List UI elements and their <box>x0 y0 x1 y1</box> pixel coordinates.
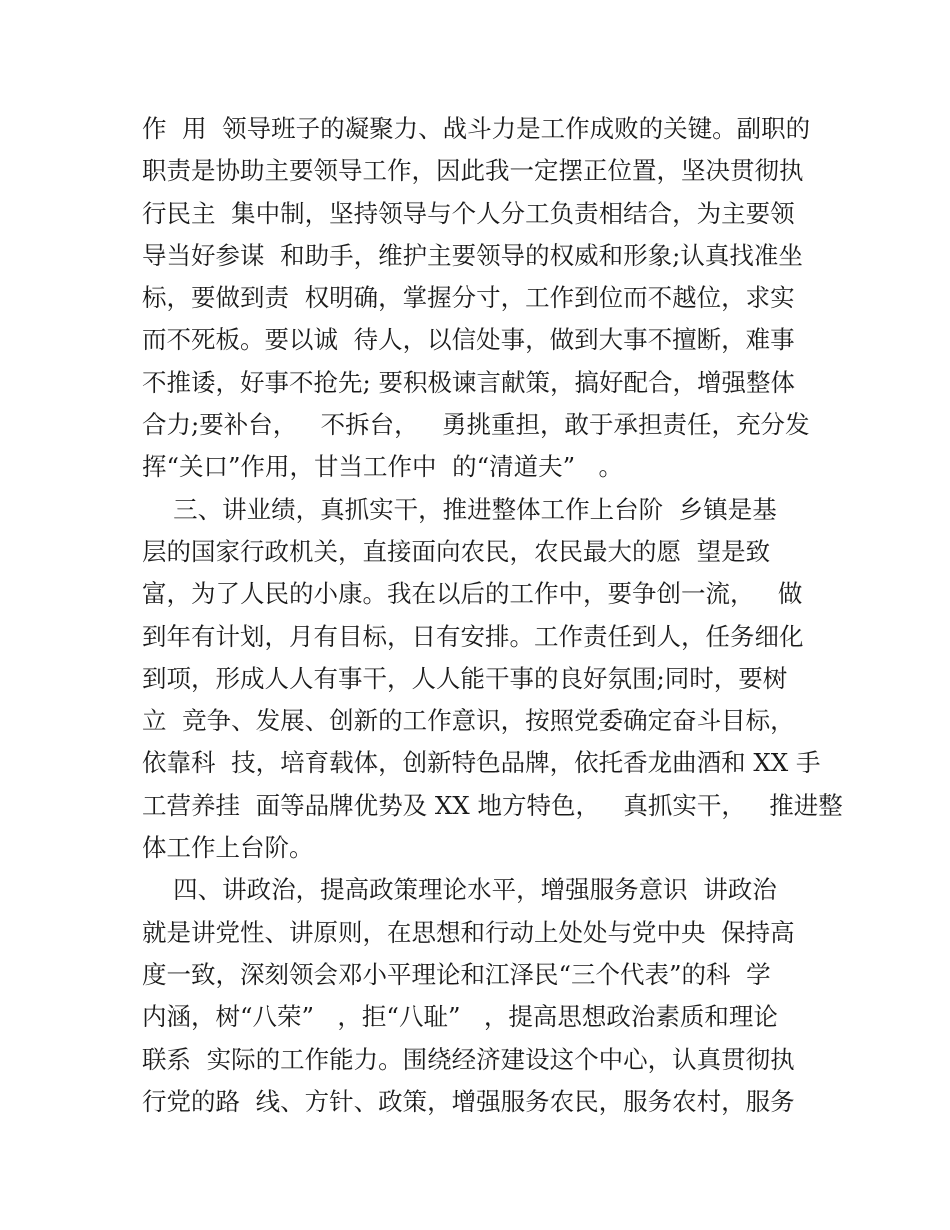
text-line: 内涵，树“八荣” ，拒“八耻” ，提高思想政治素质和理论 <box>142 1002 778 1032</box>
text-line: 层的国家行政机关，直接面向农民，农民最大的愿 望是致 <box>142 536 771 566</box>
text-line: 行民主 集中制，坚持领导与个人分工负责相结合，为主要领 <box>142 198 795 228</box>
text-line: 不推诿，好事不抢先; 要积极谏言献策，搞好配合，增强整体 <box>142 367 796 397</box>
text-line: 就是讲党性、讲原则，在思想和行动上处处与党中央 保持高 <box>142 917 795 947</box>
text-line: 工营养挂 面等品牌优势及 XX 地方特色， 真抓实干， 推进整 <box>142 790 843 820</box>
section-heading-line: 三、讲业绩，真抓实干，推进整体工作上台阶 乡镇是基 <box>142 494 777 524</box>
text-line: 挥“关口”作用，甘当工作中 的“清道夫” 。 <box>142 452 624 482</box>
text-line: 富，为了人民的小康。我在以后的工作中，要争创一流， 做 <box>142 579 803 609</box>
text-line: 行党的路 线、方针、政策，增强服务农民，服务农村，服务 <box>142 1086 795 1116</box>
text-line: 导当好参谋 和助手，维护主要领导的权威和形象;认真找准坐 <box>142 240 803 270</box>
text-line: 作 用 领导班子的凝聚力、战斗力是工作成败的关键。副职的 <box>142 114 811 143</box>
document-body <box>142 108 843 1123</box>
text-line: 依靠科 技，培育载体，创新特色品牌，依托香龙曲酒和 XX 手 <box>142 748 821 778</box>
section-heading-line: 四、讲政治，提高政策理论水平，增强服务意识 讲政治 <box>142 875 777 905</box>
text-line: 标，要做到责 权明确，掌握分寸，工作到位而不越位，求实 <box>142 283 795 313</box>
text-line: 到项，形成人人有事干，人人能干事的良好氛围;同时，要树 <box>142 663 788 693</box>
text-line: 立 竞争、发展、创新的工作意识，按照党委确定奋斗目标， <box>142 706 795 736</box>
text-line: 职责是协助主要领导工作，因此我一定摆正位置，坚决贯彻执 <box>142 156 804 186</box>
text-line: 体工作上台阶。 <box>142 833 314 863</box>
text-line: 到年有计划，月有目标，日有安排。工作责任到人，任务细化 <box>142 621 804 651</box>
text-line: 联系 实际的工作能力。围绕经济建设这个中心，认真贯彻执 <box>142 1044 795 1074</box>
text-line: 而不死板。要以诚 待人，以信处事，做到大事不擅断，难事 <box>142 325 795 355</box>
text-line: 度一致，深刻领会邓小平理论和江泽民“三个代表”的科 学 <box>142 959 771 989</box>
text-line: 合力;要补台， 不拆台， 勇挑重担，敢于承担责任，充分发 <box>142 410 810 440</box>
